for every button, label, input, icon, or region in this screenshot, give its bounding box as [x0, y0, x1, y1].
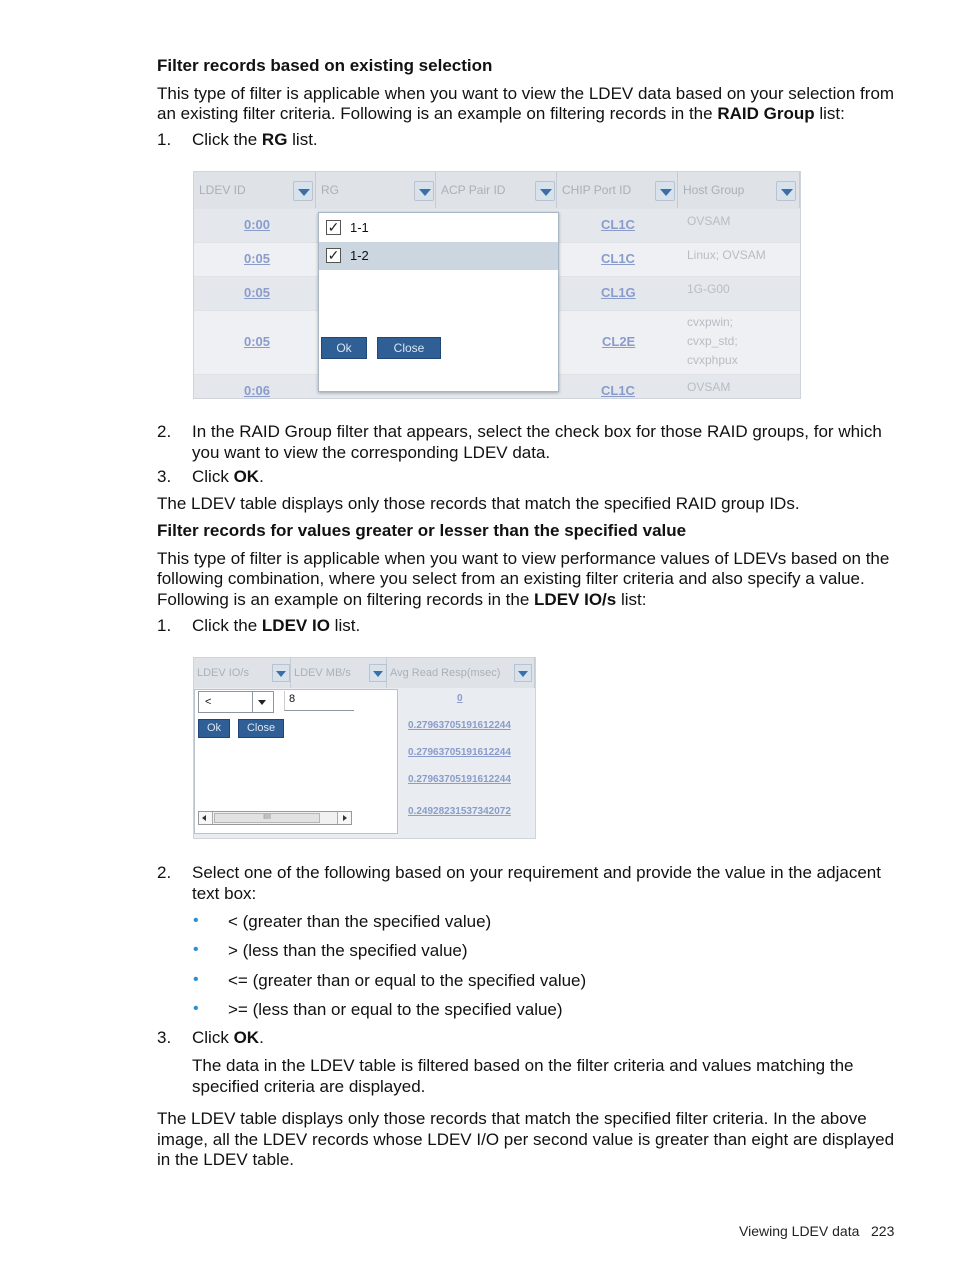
scroll-left-icon[interactable] [199, 812, 213, 824]
text-run: Click [192, 1028, 229, 1047]
port-link[interactable]: CL1C [601, 217, 635, 232]
text-run: list: [819, 104, 845, 123]
close-button[interactable]: Close [238, 719, 284, 738]
step-text [192, 616, 897, 637]
port-link[interactable]: CL1G [601, 285, 636, 300]
filter-option-label: 1-2 [350, 248, 369, 263]
header-label: LDEV IO/s [197, 667, 249, 679]
dropdown-arrow-icon[interactable] [293, 181, 313, 201]
paragraph-line: This type of filter is applicable when you want to view performance values of LDEVs based on the [157, 549, 890, 568]
checkbox-checked-icon[interactable]: ✓ [327, 247, 340, 263]
bullet-icon: • [193, 1000, 199, 1017]
dropdown-arrow-icon[interactable] [655, 181, 675, 201]
dropdown-arrow-icon[interactable] [776, 181, 796, 201]
bold-term-ldev-io: LDEV IO [261, 616, 330, 635]
host-group-cell: cvxp_std; [687, 334, 738, 348]
page-number: 223 [871, 1223, 895, 1239]
bullet-item: >= (less than or equal to the specified value) [228, 1000, 563, 1019]
ldev-io-filter-popup [194, 689, 398, 834]
bullet-icon: • [193, 941, 199, 958]
bullet-icon: • [193, 912, 199, 929]
ldev-io-filter-screenshot [193, 657, 536, 839]
step-text: you want to view the corresponding LDEV data. [192, 443, 551, 462]
step-number: 1. [157, 616, 172, 635]
step-number: 2. [157, 422, 172, 441]
dropdown-arrow-icon[interactable] [369, 664, 387, 682]
dropdown-arrow-icon[interactable] [535, 181, 555, 201]
header-label: LDEV ID [199, 183, 246, 197]
text-run: list. [334, 616, 361, 635]
value-link[interactable]: 0.24928231537342072 [408, 806, 511, 817]
value-link[interactable]: 0.27963705191612244 [408, 747, 511, 758]
ldev-id-link[interactable]: 0:00 [244, 217, 271, 232]
bullet-item: > (less than the specified value) [228, 941, 468, 960]
dropdown-arrow-icon[interactable] [514, 664, 532, 682]
ok-button[interactable]: Ok [321, 337, 367, 359]
header-label: Avg Read Resp(msec) [390, 667, 501, 679]
paragraph-line [157, 590, 899, 611]
port-link[interactable]: CL1C [601, 383, 635, 398]
section-heading-existing-selection: Filter records based on existing selection [157, 56, 493, 75]
chevron-down-icon[interactable] [252, 692, 273, 712]
ldev-id-link[interactable]: 0:05 [244, 334, 271, 349]
step-text: In the RAID Group filter that appears, select the check box for those RAID groups, for which [192, 422, 882, 441]
step-note: The data in the LDEV table is filtered based on the filter criteria and values matching the [192, 1056, 854, 1075]
port-link[interactable]: CL1C [601, 251, 635, 266]
step-text: Select one of the following based on your requirement and provide the value in the adjacent [192, 863, 881, 882]
host-group-cell: OVSAM [687, 380, 731, 394]
paragraph-line: This type of filter is applicable when you want to view the LDEV data based on your selection from [157, 84, 895, 103]
bullet-item: <= (greater than or equal to the specified value) [228, 971, 587, 990]
value-link[interactable]: 0 [457, 693, 463, 704]
value-input[interactable]: 8 [284, 691, 354, 711]
paragraph-line [157, 104, 899, 125]
ldev-id-link[interactable]: 0:06 [244, 383, 271, 398]
operator-value: < [205, 696, 212, 708]
bold-term-ok: OK [233, 1028, 260, 1047]
host-group-cell: cvxpwin; [687, 315, 734, 329]
paragraph-line: in the LDEV table. [157, 1150, 295, 1169]
horizontal-scrollbar[interactable] [198, 811, 352, 825]
value-link[interactable]: 0.27963705191612244 [408, 774, 511, 785]
paragraph-line: following combination, where you select from an existing filter criteria and also specify a value. [157, 569, 865, 588]
header-label: Host Group [683, 183, 745, 197]
text-run: list: [620, 590, 647, 609]
scroll-thumb[interactable]: IIII [214, 813, 320, 823]
host-group-cell: cvxphpux [687, 353, 738, 367]
ok-button[interactable]: Ok [198, 719, 230, 738]
dropdown-arrow-icon[interactable] [414, 181, 434, 201]
text-run: Following is an example on filtering records in the [157, 590, 530, 609]
checkbox-checked-icon[interactable]: ✓ [327, 219, 340, 235]
value-link[interactable]: 0.27963705191612244 [408, 720, 511, 731]
column-header-avg-read-resp[interactable] [387, 658, 535, 688]
text-run: list. [292, 130, 318, 149]
step-text [192, 1028, 897, 1049]
step-note: specified criteria are displayed. [192, 1077, 426, 1096]
host-group-cell: Linux; OVSAM [687, 248, 766, 262]
header-label: LDEV MB/s [294, 667, 351, 679]
text-run: Click the [192, 616, 258, 635]
scroll-right-icon[interactable] [337, 812, 351, 824]
bullet-icon: • [193, 971, 199, 988]
step-text [192, 467, 897, 488]
host-group-cell: OVSAM [687, 214, 731, 228]
filter-option-1-2[interactable] [319, 242, 558, 270]
step-number: 2. [157, 863, 172, 882]
step-text: text box: [192, 884, 257, 903]
host-group-cell: 1G-G00 [687, 282, 730, 296]
step-number: 3. [157, 467, 172, 486]
operator-select[interactable] [198, 691, 274, 713]
header-label: CHIP Port ID [562, 183, 632, 197]
header-label: RG [321, 183, 339, 197]
close-button[interactable]: Close [377, 337, 441, 359]
ldev-id-link[interactable]: 0:05 [244, 251, 271, 266]
step-number: 1. [157, 130, 172, 149]
footer-section-title: Viewing LDEV data [739, 1223, 860, 1239]
paragraph-line: image, all the LDEV records whose LDEV I/O per second value is greater than eight are displayed [157, 1130, 895, 1149]
bullet-item: < (greater than the specified value) [228, 912, 492, 931]
text-run: Click [192, 467, 229, 486]
rg-filter-screenshot [193, 171, 801, 399]
ldev-id-link[interactable]: 0:05 [244, 285, 271, 300]
text-run: Click the [192, 130, 258, 149]
text-run: . [259, 1028, 264, 1047]
step-number: 3. [157, 1028, 172, 1047]
filter-option-label: 1-1 [350, 220, 369, 235]
bold-term-rg: RG [261, 130, 288, 149]
bold-term-ok: OK [233, 467, 260, 486]
bold-term-ldev-ios: LDEV IO/s [534, 590, 617, 609]
port-link[interactable]: CL2E [602, 334, 636, 349]
header-label: ACP Pair ID [441, 183, 506, 197]
step-text [192, 130, 897, 151]
rg-filter-popup [318, 212, 559, 392]
text-run: . [259, 467, 264, 486]
section-heading-greater-lesser: Filter records for values greater or lesser than the specified value [157, 521, 687, 540]
bold-term-raid-group: RAID Group [717, 104, 815, 123]
paragraph-line: The LDEV table displays only those records that match the specified filter criteria. In the above [157, 1109, 867, 1128]
text-run: an existing filter criteria. Following is an example on filtering records in the [157, 104, 713, 123]
paragraph-line: The LDEV table displays only those records that match the specified RAID group IDs. [157, 494, 800, 513]
filter-option-1-1[interactable] [319, 214, 558, 242]
dropdown-arrow-icon[interactable] [272, 664, 290, 682]
